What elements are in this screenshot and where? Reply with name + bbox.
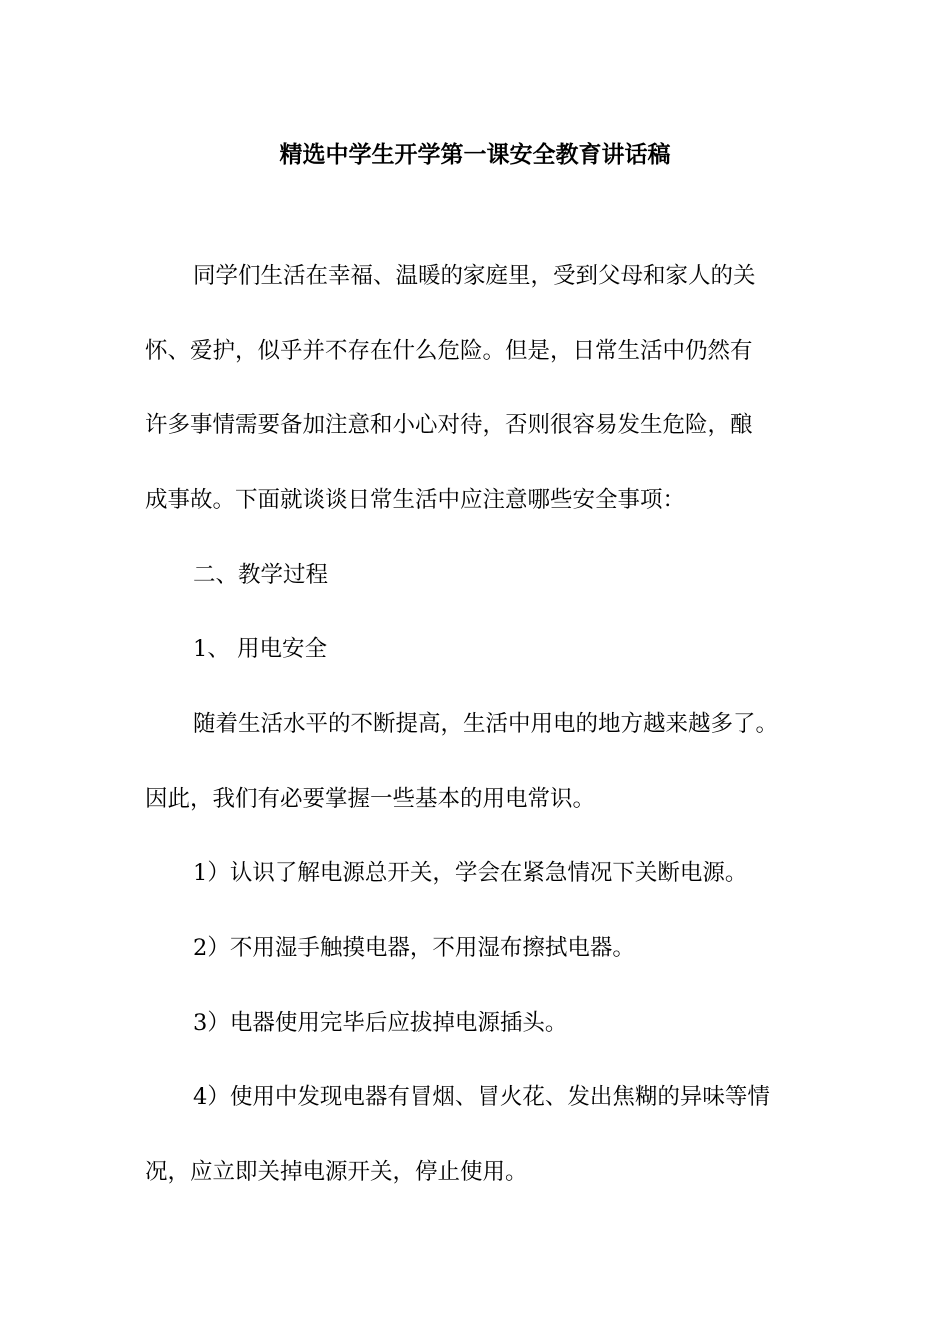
subsection-heading: 1、 用电安全 (193, 636, 327, 662)
paragraph-line: 怀、爱护，似乎并不存在什么危险。但是，日常生活中仍然有 (145, 338, 753, 364)
list-item: 1）认识了解电源总开关，学会在紧急情况下关断电源。 (193, 860, 748, 886)
list-item-continuation: 况，应立即关掉电源开关，停止使用。 (145, 1159, 528, 1185)
paragraph-line: 因此，我们有必要掌握一些基本的用电常识。 (145, 786, 596, 812)
section-heading: 二、教学过程 (193, 562, 329, 588)
list-item: 4）使用中发现电器有冒烟、冒火花、发出焦糊的异味等情 (193, 1084, 770, 1110)
paragraph-line: 许多事情需要备加注意和小心对待，否则很容易发生危险，酿 (145, 412, 753, 438)
list-item: 2）不用湿手触摸电器，不用湿布擦拭电器。 (193, 935, 635, 961)
list-item: 3）电器使用完毕后应拔掉电源插头。 (193, 1010, 568, 1036)
paragraph-line: 随着生活水平的不断提高，生活中用电的地方越来越多了。 (193, 711, 779, 737)
paragraph-line: 成事故。下面就谈谈日常生活中应注意哪些安全事项： (145, 487, 686, 513)
paragraph-line: 同学们生活在幸福、温暖的家庭里，受到父母和家人的关 (193, 263, 756, 289)
document-title: 精选中学生开学第一课安全教育讲话稿 (279, 142, 671, 168)
